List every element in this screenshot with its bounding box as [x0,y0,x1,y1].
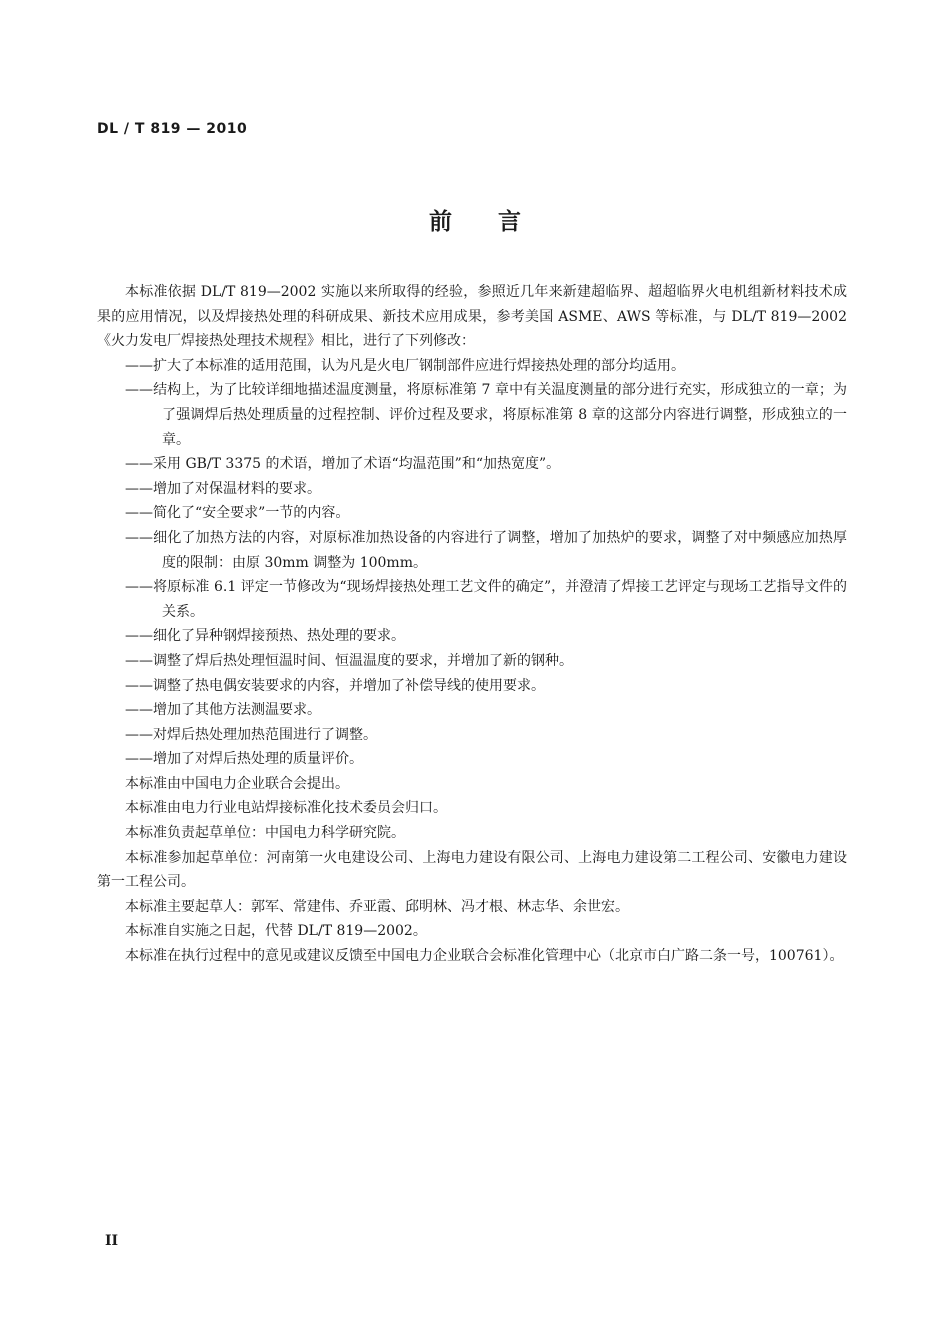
change-item: ——细化了异种钢焊接预热、热处理的要求。 [125,628,405,645]
change-item: ——细化了加热方法的内容，对原标准加热设备的内容进行了调整，增加了加热炉的要求，调整了对中频感应加热厚度的限制：由原 30mm 调整为 100mm。 [125,529,847,571]
change-item: ——增加了对焊后热处理的质量评价。 [125,751,363,768]
statement-participants: 本标准参加起草单位：河南第一火电建设公司、上海电力建设有限公司、上海电力建设第二工程公司、安徽电力建设第一工程公司。 [97,849,847,891]
change-item: ——简化了“安全要求”一节的内容。 [125,505,350,522]
change-item: ——采用 GB/T 3375 的术语，增加了术语“均温范围”和“加热宽度”。 [125,456,561,473]
change-item: ——调整了焊后热处理恒温时间、恒温温度的要求，并增加了新的钢种。 [125,652,573,669]
statement-replaces: 本标准自实施之日起，代替 DL/T 819—2002。 [125,923,427,940]
change-item: ——扩大了本标准的适用范围，认为凡是火电厂钢制部件应进行焊接热处理的部分均适用。 [125,357,685,374]
statement-committee: 本标准由电力行业电站焊接标准化技术委员会归口。 [125,800,447,817]
statement-lead-drafter: 本标准负责起草单位：中国电力科学研究院。 [125,825,405,842]
document-body [97,280,847,969]
change-item: ——增加了其他方法测温要求。 [125,702,321,719]
change-item: ——对焊后热处理加热范围进行了调整。 [125,726,377,743]
page-title: 前言 [429,209,567,235]
change-item: ——将原标准 6.1 评定一节修改为“现场焊接热处理工艺文件的确定”，并澄清了焊接工艺评定与现场工艺指导文件的关系。 [125,579,847,620]
change-item: ——增加了对保温材料的要求。 [125,480,321,497]
standard-number: DL / T 819 — 2010 [97,121,248,137]
intro-paragraph: 本标准依据 DL/T 819—2002 实施以来所取得的经验，参照近几年来新建超临界、超超临界火电机组新材料技术成果的应用情况，以及焊接热处理的科研成果、新技术应用成果，参考美国 ASME、AWS 等标准，与 DL/T 819—2002《火力发电厂焊接热处理技术规程》相比，进行了下列修改： [97,284,847,350]
change-item: ——调整了热电偶安装要求的内容，并增加了补偿导线的使用要求。 [125,677,545,694]
page-number: II [105,1233,119,1249]
change-item: ——结构上，为了比较详细地描述温度测量，将原标准第 7 章中有关温度测量的部分进行充实，形成独立的一章；为了强调焊后热处理质量的过程控制、评价过程及要求，将原标准第 8 章的这部分内容进行调整，形成独立的一章。 [125,382,847,448]
statement-drafters: 本标准主要起草人：郭军、常建伟、乔亚霞、邱明林、冯才根、林志华、余世宏。 [125,898,629,915]
statement-feedback: 本标准在执行过程中的意见或建议反馈至中国电力企业联合会标准化管理中心（北京市白广路二条一号，100761）。 [125,948,844,965]
statement-proposer: 本标准由中国电力企业联合会提出。 [125,775,349,792]
